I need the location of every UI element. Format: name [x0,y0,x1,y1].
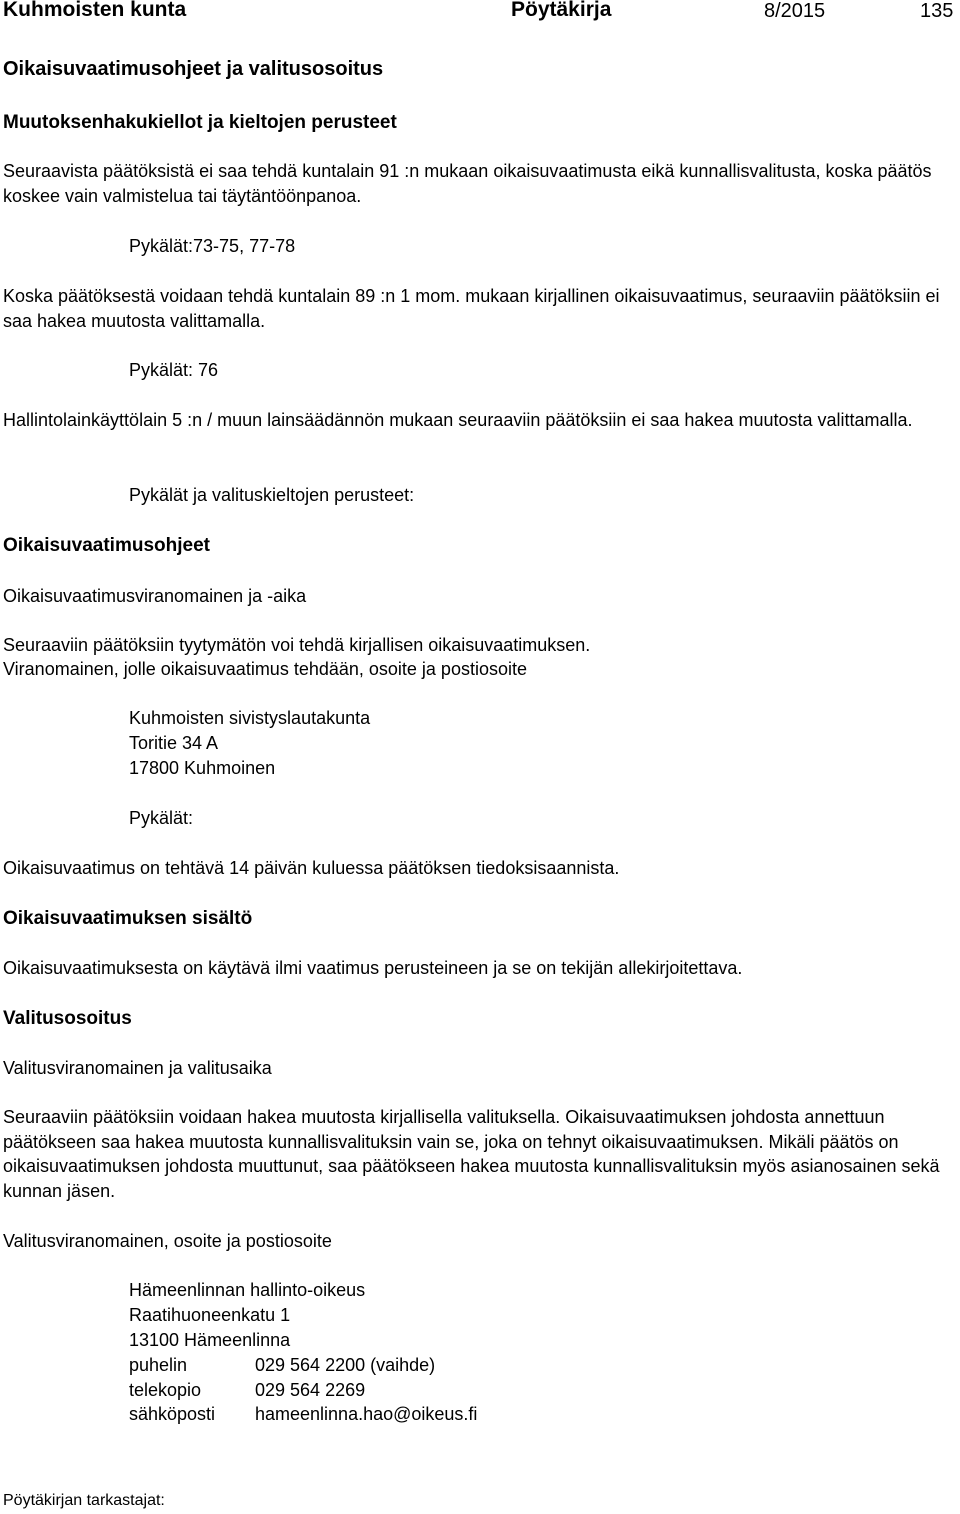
header-issue-number: 8/2015 [764,0,826,22]
authority-street: Toritie 34 A [129,733,219,753]
court-name: Hämeenlinnan hallinto-oikeus [129,1280,366,1300]
header-organization: Kuhmoisten kunta [3,0,187,21]
section-heading-appeal: Valitusosoitus [3,1008,132,1029]
contact-row-email [129,1402,477,1427]
pykalat-no-appeal-preparation: Pykälät:73-75, 77-78 [129,236,296,256]
contact-value-fax: 029 564 2269 [255,1379,366,1400]
pykalat-no-appeal-rectification: Pykälät: 76 [129,360,219,380]
court-contact-table [129,1353,477,1427]
authority-postal: 17800 Kuhmoinen [129,758,276,778]
rectification-text-line2: Viranomainen, jolle oikaisuvaatimus tehdään, osoite ja postiosoite [3,659,527,679]
contact-row-phone [129,1353,477,1378]
document-title: Oikaisuvaatimusohjeet ja valitusosoitus [3,58,384,80]
rectification-content-text: Oikaisuvaatimuksesta on käytävä ilmi vaatimus perusteineen ja se on tekijän allekirjoitettava. [3,958,743,978]
paragraph-appeal-instructions: Seuraaviin päätöksiin voidaan hakea muutosta kirjallisella valituksella. Oikaisuvaatimuksen johdosta annettuun päätökseen saa hakea muutosta kunnallisvalituksin vain se, joka on tehnyt oikaisuvaatimuksen. Mikäli päätös on oikaisuvaatimuksen johdosta muuttunut, saa päätökseen hakea muutosta kunnallisvalituksin myös asianosainen sekä kunnan jäsen. [3,1107,940,1201]
subheading-rectification-content: Oikaisuvaatimuksen sisältö [3,908,253,929]
contact-value-phone: 029 564 2200 (vaihde) [255,1355,436,1375]
rectification-text-line1: Seuraaviin päätöksiin tyytymätön voi tehdä kirjallisen oikaisuvaatimuksen. [3,635,591,655]
court-postal: 13100 Hämeenlinna [129,1330,291,1350]
pykalat-appeal-bans: Pykälät ja valituskieltojen perusteet: [129,485,415,505]
header-document-type: Pöytäkirja [511,0,612,21]
court-street: Raatihuoneenkatu 1 [129,1305,291,1325]
contact-row-fax [129,1378,477,1403]
contact-value-email: hameenlinna.hao@oikeus.fi [255,1404,478,1424]
contact-label: sähköposti [129,1404,216,1424]
subheading-appeal-address: Valitusviranomainen, osoite ja postiosoite [3,1231,332,1251]
paragraph-no-appeal-rectification: Koska päätöksestä voidaan tehdä kuntalain 89 :n 1 mom. mukaan kirjallinen oikaisuvaatimus, seuraaviin päätöksiin ei saa hakea muutosta valittamalla. [3,286,940,331]
paragraph-no-appeal-preparation: Seuraavista päätöksistä ei saa tehdä kuntalain 91 :n mukaan oikaisuvaatimusta eikä kunnallisvalitusta, koska päätös koskee vain valmistelua tai täytäntöönpanoa. [3,161,932,206]
section-heading-rectification: Oikaisuvaatimusohjeet [3,535,210,556]
subheading-appeal-authority: Valitusviranomainen ja valitusaika [3,1058,272,1078]
section-heading-restrictions: Muutoksenhakukiellot ja kieltojen perusteet [3,112,397,133]
pykalat-rectification: Pykälät: [129,808,194,828]
footer-inspectors: Pöytäkirjan tarkastajat: [3,1492,165,1509]
contact-label: puhelin [129,1355,188,1375]
authority-name: Kuhmoisten sivistyslautakunta [129,708,371,728]
paragraph-no-appeal-administrative: Hallintolainkäyttölain 5 :n / muun lainsäädännön mukaan seuraaviin päätöksiin ei saa hakea muutosta valittamalla. [3,410,913,430]
rectification-deadline: Oikaisuvaatimus on tehtävä 14 päivän kuluessa päätöksen tiedoksisaannista. [3,858,620,878]
subheading-rectification-authority: Oikaisuvaatimusviranomainen ja -aika [3,586,307,606]
contact-label: telekopio [129,1379,202,1400]
header-page-number: 135 [920,0,954,22]
